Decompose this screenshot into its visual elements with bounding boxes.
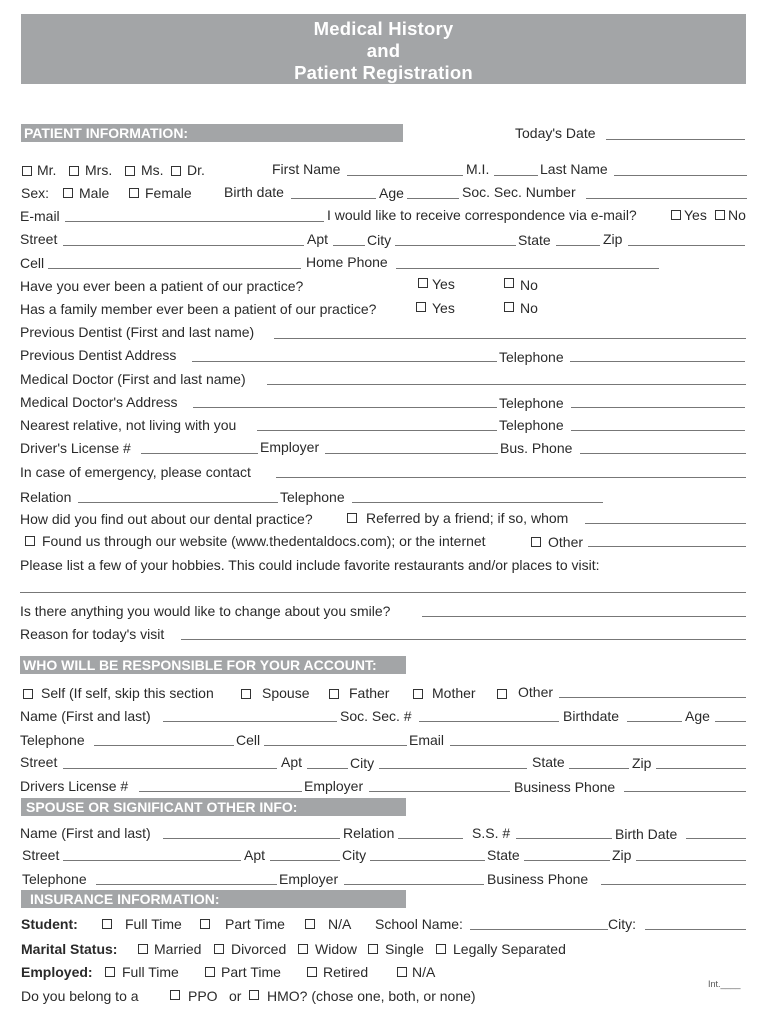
nearest-relative-telephone-field[interactable]: [571, 430, 745, 431]
age-label: Age: [379, 185, 404, 201]
q-family-label: Has a family member ever been a patient of our practice?: [20, 301, 377, 317]
spouse-relation-label: Relation: [343, 825, 395, 841]
title-line-3: Patient Registration: [294, 62, 473, 83]
section-spouse: SPOUSE OR SIGNIFICANT OTHER INFO:: [21, 798, 406, 816]
employer-field[interactable]: [325, 453, 498, 454]
resp-birthdate-field[interactable]: [627, 721, 682, 722]
apt-label: Apt: [307, 231, 329, 247]
city-field[interactable]: [395, 245, 516, 246]
employed-label: Employed:: [21, 964, 93, 980]
ppo-checkbox[interactable]: [170, 990, 180, 1000]
med-doctor-telephone-field[interactable]: [571, 407, 745, 408]
legally-separated-checkbox[interactable]: [436, 944, 446, 954]
email-yes-label: Yes: [684, 207, 707, 223]
resp-mother-checkbox[interactable]: [413, 689, 423, 699]
resp-self-label: Self (If self, skip this section: [41, 685, 214, 701]
emergency-telephone-label: Telephone: [280, 489, 345, 505]
married-checkbox[interactable]: [138, 944, 148, 954]
section-insurance: INSURANCE INFORMATION:: [21, 890, 406, 908]
title-line-1: Medical History: [313, 18, 454, 39]
nearest-relative-telephone-label: Telephone: [499, 417, 564, 433]
title-line-2: and: [366, 40, 401, 61]
spouse-ss-label: S.S. #: [472, 825, 511, 841]
resp-mother-label: Mother: [432, 685, 476, 701]
mi-field[interactable]: [494, 175, 538, 176]
q-patient-no-checkbox[interactable]: [504, 278, 514, 288]
spouse-employer-label: Employer: [279, 871, 339, 887]
prev-dentist-label: Previous Dentist (First and last name): [20, 324, 255, 340]
email-no-label: No: [728, 207, 746, 223]
prev-dentist-addr-field[interactable]: [192, 361, 497, 362]
nearest-relative-label: Nearest relative, not living with you: [20, 417, 237, 433]
mrs-label: Mrs.: [85, 162, 113, 178]
resp-father-label: Father: [349, 685, 390, 701]
spouse-name-label: Name (First and last): [20, 825, 151, 841]
resp-email-field[interactable]: [450, 745, 746, 746]
email-pref-label: I would like to receive correspondence via e-mail?: [327, 207, 637, 223]
school-name-label: School Name:: [375, 916, 463, 932]
dr-checkbox[interactable]: [171, 166, 181, 176]
drivers-license-label: Driver's License #: [20, 440, 131, 456]
hmo-checkbox[interactable]: [249, 990, 259, 1000]
birth-date-label: Birth date: [224, 184, 284, 200]
employer-label: Employer: [260, 439, 320, 455]
resp-city-label: City: [350, 755, 375, 771]
spouse-birth-date-label: Birth Date: [615, 826, 678, 842]
bus-phone-label: Bus. Phone: [500, 440, 573, 456]
spouse-telephone-field[interactable]: [96, 884, 277, 885]
spouse-apt-field[interactable]: [270, 860, 340, 861]
school-city-field[interactable]: [645, 929, 746, 930]
emergency-telephone-field[interactable]: [352, 502, 603, 503]
employed-retired-label: Retired: [323, 964, 369, 980]
drivers-license-field[interactable]: [141, 453, 258, 454]
resp-city-field[interactable]: [379, 768, 527, 769]
ssn-field[interactable]: [586, 198, 747, 199]
q-patient-yes-label: Yes: [432, 276, 455, 292]
student-full-time-label: Full Time: [125, 916, 182, 932]
q-family-no-checkbox[interactable]: [504, 302, 514, 312]
prev-dentist-telephone-label: Telephone: [499, 349, 564, 365]
resp-age-field[interactable]: [715, 721, 746, 722]
resp-name-field[interactable]: [163, 721, 337, 722]
todays-date-label: Today's Date: [515, 125, 596, 141]
bus-phone-field[interactable]: [580, 453, 746, 454]
last-name-label: Last Name: [540, 161, 608, 177]
resp-telephone-label: Telephone: [20, 732, 85, 748]
referred-label: Referred by a friend; if so, whom: [366, 510, 569, 526]
male-checkbox[interactable]: [63, 188, 73, 198]
single-checkbox[interactable]: [368, 944, 378, 954]
resp-other-label: Other: [518, 684, 554, 700]
todays-date-field[interactable]: [606, 139, 745, 140]
hmo-label: HMO? (chose one, both, or none): [267, 988, 476, 1004]
school-city-label: City:: [608, 916, 636, 932]
referred-field[interactable]: [585, 523, 746, 524]
widow-label: Widow: [315, 941, 358, 957]
resp-spouse-label: Spouse: [262, 685, 310, 701]
referred-checkbox[interactable]: [347, 513, 357, 523]
relation-field[interactable]: [78, 502, 278, 503]
other-checkbox[interactable]: [531, 537, 541, 547]
spouse-city-label: City: [342, 847, 367, 863]
female-label: Female: [145, 185, 192, 201]
spouse-zip-field[interactable]: [636, 860, 746, 861]
med-doctor-addr-field[interactable]: [193, 407, 497, 408]
employed-part-time-checkbox[interactable]: [205, 967, 215, 977]
other-field[interactable]: [588, 546, 746, 547]
spouse-city-field[interactable]: [370, 860, 485, 861]
spouse-apt-label: Apt: [244, 847, 266, 863]
med-doctor-field[interactable]: [267, 384, 746, 385]
website-label: Found us through our website (www.thedentaldocs.com); or the internet: [42, 533, 486, 549]
school-name-field[interactable]: [470, 929, 608, 930]
resp-dl-label: Drivers License #: [20, 778, 129, 794]
resp-other-checkbox[interactable]: [497, 689, 507, 699]
sex-label: Sex:: [21, 185, 50, 201]
birth-date-field[interactable]: [291, 198, 376, 199]
spouse-zip-label: Zip: [612, 847, 632, 863]
or-label: or: [229, 988, 242, 1004]
spouse-ss-field[interactable]: [516, 838, 612, 839]
smile-field[interactable]: [422, 616, 746, 617]
employed-na-checkbox[interactable]: [397, 967, 407, 977]
email-label: E-mail: [20, 208, 60, 224]
q-patient-label: Have you ever been a patient of our practice?: [20, 278, 304, 294]
student-part-time-checkbox[interactable]: [200, 919, 210, 929]
resp-name-label: Name (First and last): [20, 708, 151, 724]
spouse-employer-field[interactable]: [344, 884, 484, 885]
med-doctor-label: Medical Doctor (First and last name): [20, 371, 246, 387]
how-find-label: How did you find out about our dental practice?: [20, 511, 313, 527]
resp-zip-field[interactable]: [656, 768, 746, 769]
reason-field[interactable]: [181, 639, 746, 640]
resp-zip-label: Zip: [632, 755, 652, 771]
belong-label: Do you belong to a: [21, 988, 139, 1004]
spouse-state-field[interactable]: [524, 860, 610, 861]
married-label: Married: [154, 941, 202, 957]
smile-label: Is there anything you would like to change about you smile?: [20, 603, 391, 619]
resp-apt-field[interactable]: [307, 768, 348, 769]
ppo-label: PPO: [188, 988, 218, 1004]
ssn-label: Soc. Sec. Number: [462, 184, 576, 200]
resp-employer-label: Employer: [304, 778, 364, 794]
single-label: Single: [385, 941, 424, 957]
male-label: Male: [79, 185, 110, 201]
mi-label: M.I.: [466, 161, 490, 177]
reason-label: Reason for today's visit: [20, 626, 165, 642]
emergency-label: In case of emergency, please contact: [20, 464, 251, 480]
female-checkbox[interactable]: [129, 188, 139, 198]
resp-street-field[interactable]: [63, 768, 277, 769]
first-name-field[interactable]: [347, 175, 463, 176]
resp-employer-field[interactable]: [369, 791, 510, 792]
student-na-label: N/A: [328, 916, 352, 932]
resp-business-phone-field[interactable]: [624, 791, 746, 792]
resp-dl-field[interactable]: [139, 791, 302, 792]
spouse-business-phone-label: Business Phone: [487, 871, 589, 887]
q-family-yes-label: Yes: [432, 300, 455, 316]
resp-apt-label: Apt: [281, 754, 303, 770]
prev-dentist-addr-label: Previous Dentist Address: [20, 347, 177, 363]
spouse-state-label: State: [487, 847, 520, 863]
hobbies-label: Please list a few of your hobbies. This could include favorite restaurants and/or places to visit:: [20, 557, 600, 573]
resp-telephone-field[interactable]: [94, 745, 234, 746]
section-patient-information: PATIENT INFORMATION:: [21, 124, 403, 142]
relation-label: Relation: [20, 489, 72, 505]
spouse-relation-field[interactable]: [398, 838, 463, 839]
resp-other-field[interactable]: [559, 697, 746, 698]
q-patient-yes-checkbox[interactable]: [418, 278, 428, 288]
resp-self-checkbox[interactable]: [23, 689, 33, 699]
ms-checkbox[interactable]: [125, 166, 135, 176]
street-field[interactable]: [63, 245, 304, 246]
student-na-checkbox[interactable]: [305, 919, 315, 929]
resp-spouse-checkbox[interactable]: [241, 689, 251, 699]
mr-checkbox[interactable]: [22, 166, 32, 176]
zip-label: Zip: [603, 231, 623, 247]
student-label: Student:: [21, 916, 78, 932]
initials-field[interactable]: Int.____: [708, 979, 741, 989]
apt-field[interactable]: [333, 245, 365, 246]
home-phone-field[interactable]: [396, 268, 659, 269]
resp-street-label: Street: [20, 754, 58, 770]
student-part-time-label: Part Time: [225, 916, 285, 932]
resp-birthdate-label: Birthdate: [563, 708, 620, 724]
other-label: Other: [548, 534, 584, 550]
q-family-yes-checkbox[interactable]: [416, 302, 426, 312]
state-label: State: [518, 232, 551, 248]
mrs-checkbox[interactable]: [69, 166, 79, 176]
med-doctor-addr-label: Medical Doctor's Address: [20, 394, 178, 410]
divorced-checkbox[interactable]: [214, 944, 224, 954]
widow-checkbox[interactable]: [298, 944, 308, 954]
email-field[interactable]: [65, 221, 324, 222]
email-yes-checkbox[interactable]: [671, 210, 681, 220]
resp-father-checkbox[interactable]: [329, 689, 339, 699]
hobbies-field[interactable]: [20, 592, 746, 593]
last-name-field[interactable]: [614, 175, 747, 176]
spouse-name-field[interactable]: [163, 838, 340, 839]
street-label: Street: [20, 231, 58, 247]
spouse-street-label: Street: [22, 847, 60, 863]
med-doctor-telephone-label: Telephone: [499, 395, 564, 411]
spouse-birth-date-field[interactable]: [686, 838, 746, 839]
resp-email-label: Email: [409, 732, 445, 748]
zip-field[interactable]: [628, 245, 745, 246]
spouse-telephone-label: Telephone: [22, 871, 87, 887]
resp-cell-field[interactable]: [264, 745, 407, 746]
resp-ssn-label: Soc. Sec. #: [340, 708, 412, 724]
dr-label: Dr.: [187, 162, 205, 178]
nearest-relative-field[interactable]: [257, 430, 497, 431]
section-responsible: WHO WILL BE RESPONSIBLE FOR YOUR ACCOUNT:: [20, 656, 406, 674]
resp-state-field[interactable]: [569, 768, 629, 769]
resp-ssn-field[interactable]: [419, 721, 559, 722]
legally-separated-label: Legally Separated: [453, 941, 566, 957]
city-label: City: [367, 232, 392, 248]
spouse-business-phone-field[interactable]: [601, 884, 746, 885]
emergency-field[interactable]: [276, 477, 746, 478]
website-checkbox[interactable]: [25, 536, 35, 546]
form-title-banner: [21, 14, 746, 84]
ms-label: Ms.: [141, 162, 164, 178]
resp-state-label: State: [532, 754, 565, 770]
prev-dentist-telephone-field[interactable]: [570, 361, 745, 362]
employed-full-time-label: Full Time: [122, 964, 179, 980]
divorced-label: Divorced: [231, 941, 287, 957]
home-phone-label: Home Phone: [306, 254, 388, 270]
employed-part-time-label: Part Time: [221, 964, 281, 980]
resp-business-phone-label: Business Phone: [514, 779, 616, 795]
student-full-time-checkbox[interactable]: [102, 919, 112, 929]
marital-status-label: Marital Status:: [21, 941, 118, 957]
first-name-label: First Name: [272, 161, 341, 177]
prev-dentist-field[interactable]: [274, 338, 746, 339]
email-no-checkbox[interactable]: [715, 210, 725, 220]
cell-label: Cell: [20, 255, 45, 271]
q-patient-no-label: No: [520, 277, 538, 293]
q-family-no-label: No: [520, 300, 538, 316]
spouse-street-field[interactable]: [63, 860, 241, 861]
age-field[interactable]: [407, 198, 459, 199]
state-field[interactable]: [556, 245, 600, 246]
resp-cell-label: Cell: [236, 732, 261, 748]
mr-label: Mr.: [37, 162, 57, 178]
resp-age-label: Age: [685, 708, 710, 724]
employed-na-label: N/A: [412, 964, 436, 980]
employed-full-time-checkbox[interactable]: [105, 967, 115, 977]
employed-retired-checkbox[interactable]: [307, 967, 317, 977]
cell-field[interactable]: [48, 268, 301, 269]
